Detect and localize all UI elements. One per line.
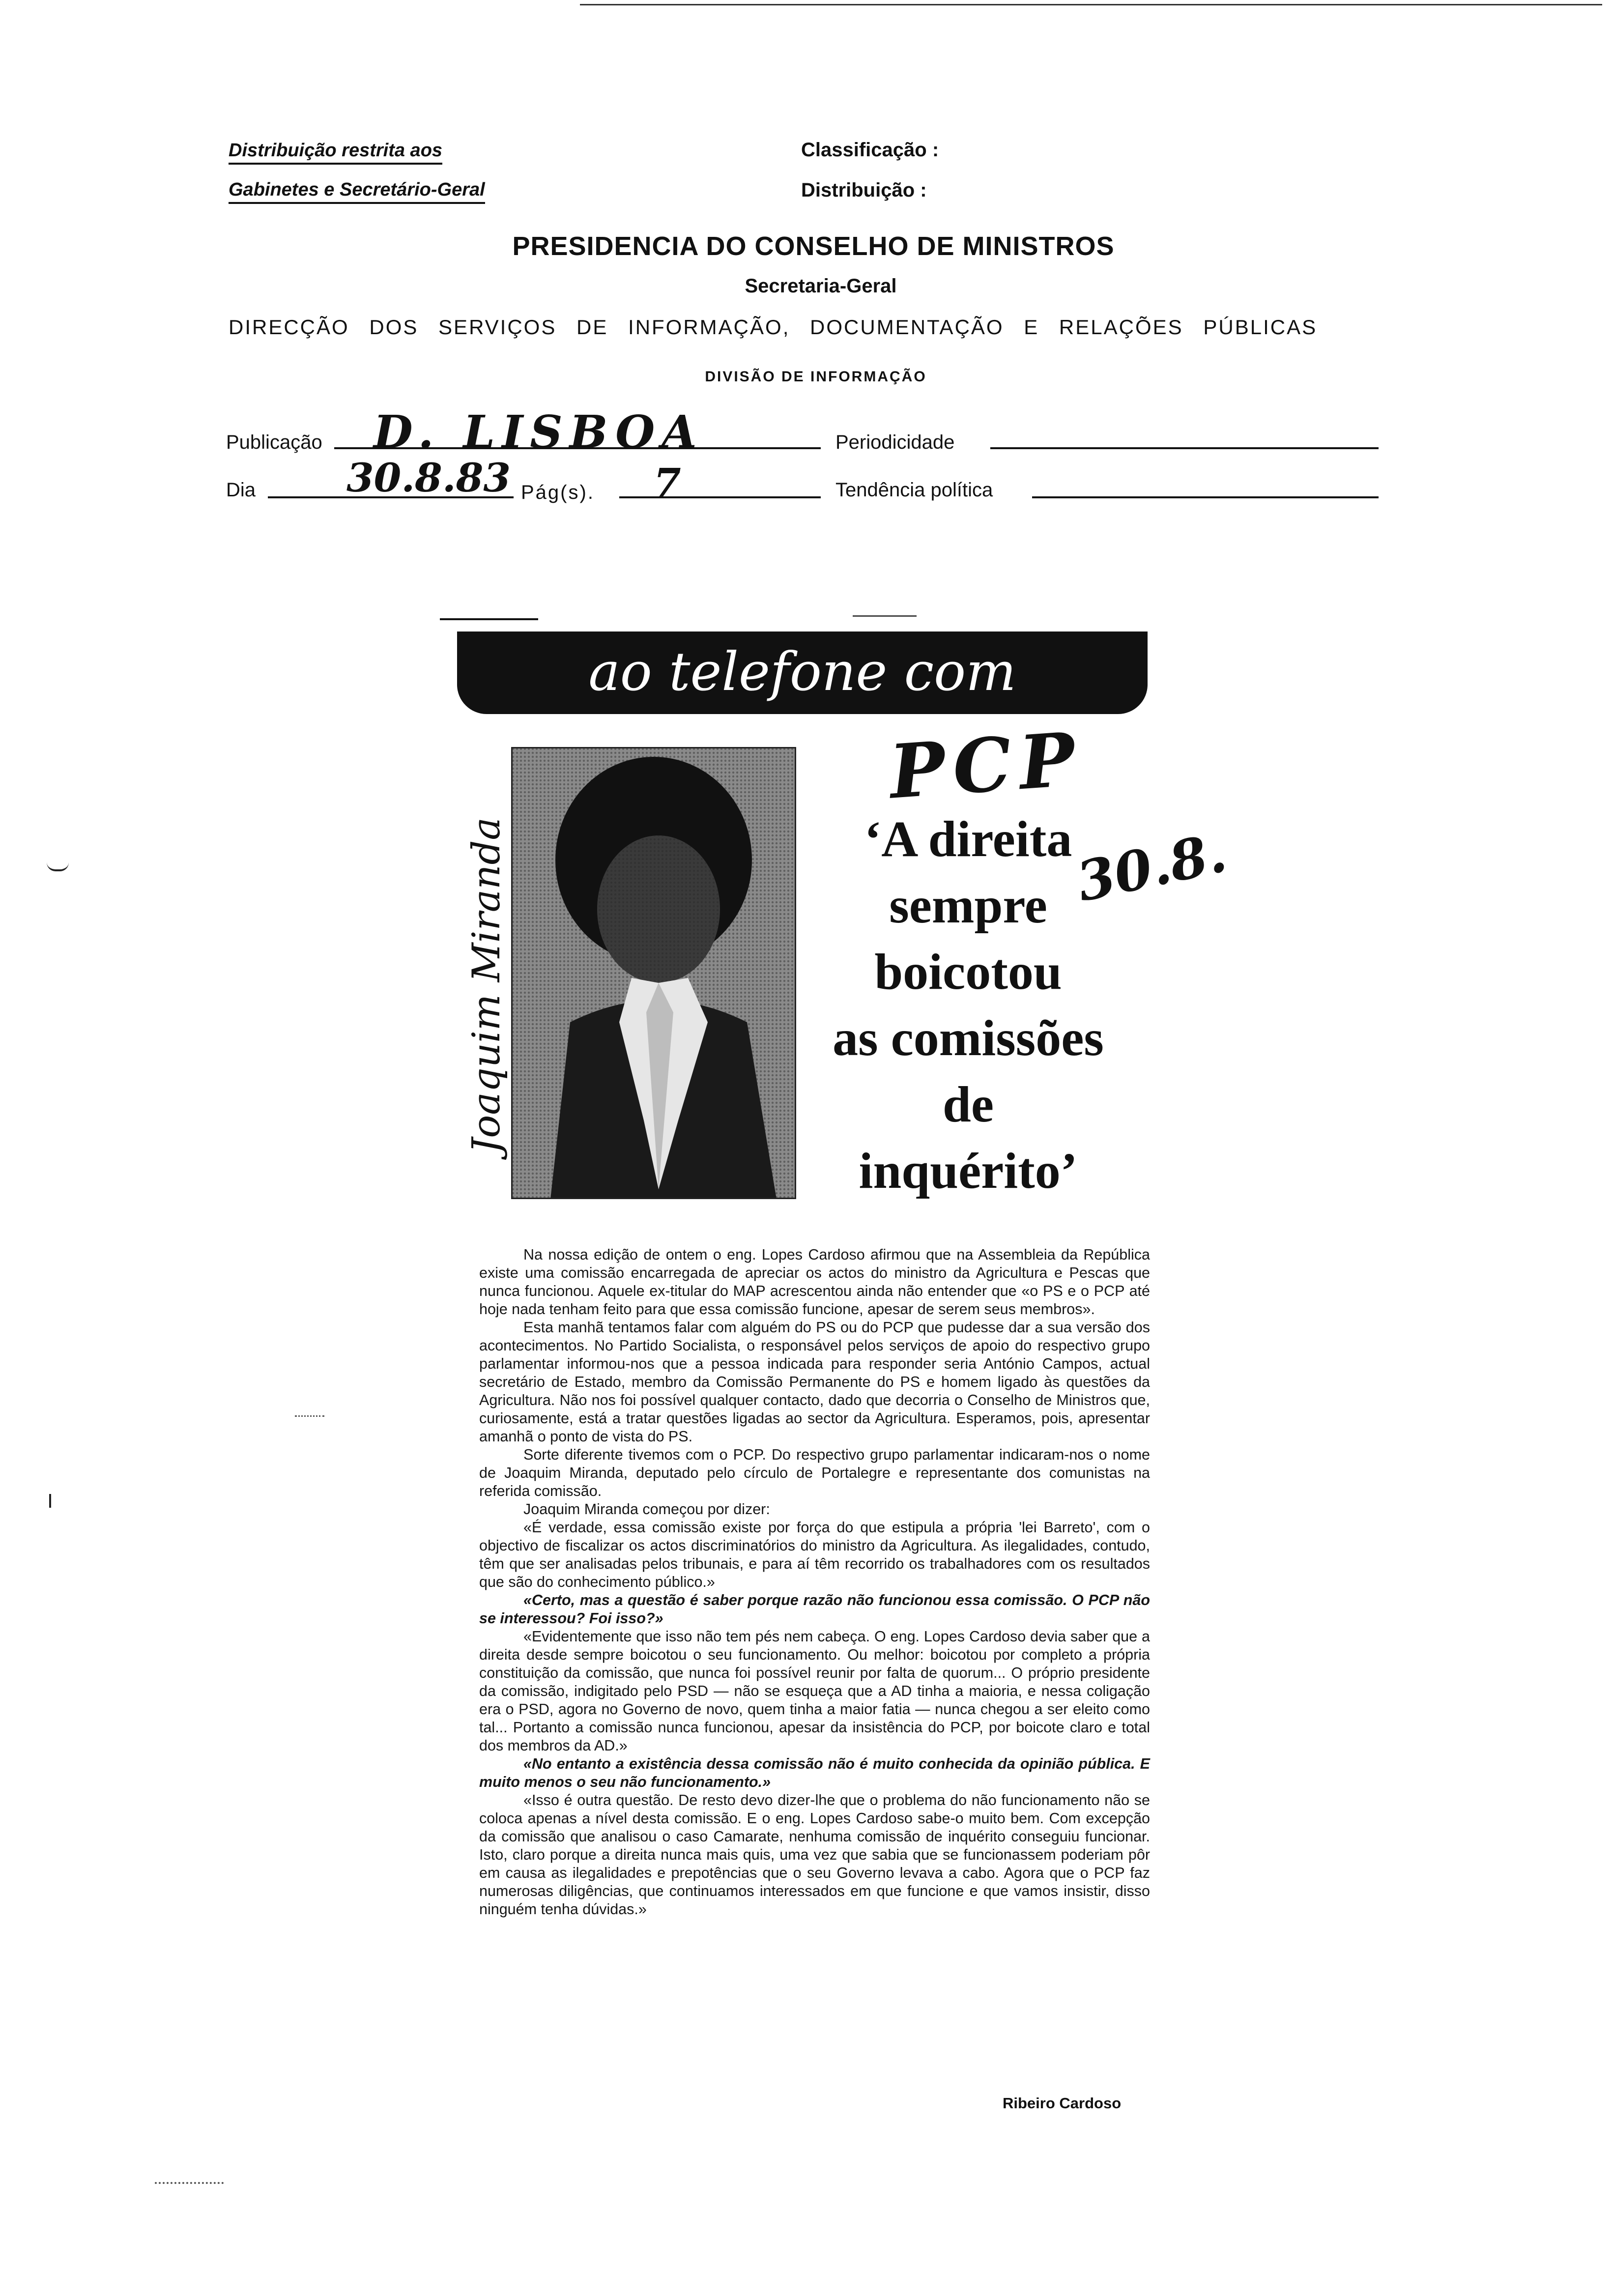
periodicidade-label: Periodicidade bbox=[835, 431, 955, 453]
headline-line-1: ‘A direita bbox=[864, 811, 1072, 867]
paragraph-6-question: «Certo, mas a questão é saber porque razão não funcionou essa comissão. O PCP não se interessou? Foi isso?» bbox=[479, 1592, 1150, 1627]
top-scan-line bbox=[580, 4, 1602, 5]
paragraph-2: Esta manhã tentamos falar com alguém do PS ou do PCP que pudesse dar a sua versão dos acontecimentos. No Partido Socialista, o responsável pelos serviços de apoio do respectivo grupo parlamentar informou-nos que a pessoa indicada para responder seria António Campos, actual secretário de Estado, membro da Comissão Permanente do PS e homem ligado às questões da Agricultura. Não nos foi possível qualquer contacto, dado que decorria o Conselho de Ministros que, curiosamente, está a tratar questões ligadas ao sector da Agricultura. Esperamos, pois, apresentar amanhã o ponto de vista do PS. bbox=[479, 1319, 1150, 1445]
direction-line: DIRECÇÃO DOS SERVIÇOS DE INFORMAÇÃO, DOCUMENTAÇÃO E RELAÇÕES PÚBLICAS bbox=[229, 316, 1318, 339]
photo-caption-text: Joaquim Miranda bbox=[464, 817, 509, 1153]
clipping-rule-right bbox=[853, 615, 917, 617]
handwritten-date: 30.8. bbox=[1071, 820, 1232, 914]
tendencia-label: Tendência política bbox=[835, 479, 993, 501]
clipping-rule-left bbox=[440, 618, 538, 620]
paragraph-3: Sorte diferente tivemos com o PCP. Do respectivo grupo parlamentar indicaram-nos o nome de Joaquim Miranda, deputado pelo círculo de Portalegre e representante dos comunistas na referida comissão. bbox=[479, 1446, 1150, 1499]
pags-value: 7 bbox=[654, 459, 681, 506]
restricted-distribution-line2 bbox=[229, 179, 485, 204]
handwritten-note-pcp: PCP bbox=[887, 716, 1086, 816]
scan-mark-1 bbox=[47, 862, 69, 871]
publicacao-label: Publicação bbox=[226, 431, 322, 453]
scan-mark-2 bbox=[49, 1494, 61, 1508]
dia-value: 30.8.83 bbox=[346, 455, 511, 501]
article-banner: ao telefone com bbox=[457, 631, 1148, 714]
paragraph-4: Joaquim Miranda começou por dizer: bbox=[523, 1501, 770, 1518]
dia-label: Dia bbox=[226, 479, 256, 501]
headline-line-4: as comissões bbox=[833, 1010, 1104, 1066]
headline-line-2: sempre bbox=[889, 877, 1047, 934]
periodicidade-underline bbox=[990, 447, 1379, 449]
paragraph-7: «Evidentemente que isso não tem pés nem cabeça. O eng. Lopes Cardoso devia saber que a direita desde sempre boicotou o seu funcionamento. Ou melhor: boicotou por completo a própria constituição da comissão, que nunca foi possível reunir por falta de quorum... O próprio presidente da comissão, indigitado pelo PSD — não se esqueça que a AD tinha a maioria, e nessa coligação era o PSD, agora no Governo de novo, quem tinha a maior fatia — nunca chegou a ser eleito como tal... Portanto a comissão nunca funcionou, apesar da insistência do PCP, por boicote claro e total dos membros da AD.» bbox=[479, 1628, 1150, 1754]
pags-label: Pág(s). bbox=[521, 482, 595, 503]
headline-line-5: de bbox=[943, 1076, 994, 1133]
distribuicao-label: Distribuição : bbox=[801, 179, 927, 201]
org-title: PRESIDENCIA DO CONSELHO DE MINISTROS bbox=[512, 231, 1115, 261]
restricted-distribution-text2: Gabinetes e Secretário-Geral bbox=[229, 179, 485, 204]
paragraph-8-question: «No entanto a existência dessa comissão não é muito conhecida da opinião pública. E muito menos o seu não funcionamento.» bbox=[479, 1755, 1150, 1790]
pags-underline bbox=[619, 496, 821, 498]
paragraph-9: «Isso é outra questão. De resto devo dizer-lhe que o problema do não funcionamento não se coloca apenas a nível desta comissão. E o eng. Lopes Cardoso sabe-o muito bem. Com excepção da comissão que analisou o caso Camarate, nenhuma comissão de inquérito conseguiu funcionar. Isto, claro porque a direita nunca mais quis, uma vez que sabia que se funcionassem poderiam pôr em causa as ilegalidades e prepotências que o seu Governo levava a cabo. Agora que o PCP faz numerosas diligências, que continuamos interessados em que funcione e que vamos insistir, disso ninguém tenha dúvidas.» bbox=[479, 1792, 1150, 1918]
headline-line-3: boicotou bbox=[874, 944, 1062, 1000]
photo-caption bbox=[464, 757, 509, 1214]
article-author: Ribeiro Cardoso bbox=[1003, 2095, 1122, 2112]
paragraph-1: Na nossa edição de ontem o eng. Lopes Cardoso afirmou que na Assembleia da República existe uma comissão encarregada de apreciar os actos do ministro da Agricultura e Pescas que nunca funcionou. Aquele ex-titular do MAP acrescentou ainda não entender que «o PS e o PCP até hoje nada tenham feito para que essa comissão funcione, apesar de serem seus membros». bbox=[479, 1246, 1150, 1318]
restricted-distribution-text1: Distribuição restrita aos bbox=[229, 140, 442, 165]
article-body bbox=[479, 1246, 1150, 1919]
division-line: DIVISÃO DE INFORMAÇÃO bbox=[705, 369, 927, 385]
tendencia-underline bbox=[1032, 496, 1379, 498]
restricted-distribution-line1 bbox=[229, 140, 442, 165]
publicacao-value: D. LISBOA bbox=[374, 405, 704, 459]
org-subtitle: Secretaria-Geral bbox=[745, 275, 897, 297]
article-headline bbox=[816, 806, 1121, 1204]
headline-line-6: inquérito’ bbox=[859, 1143, 1078, 1199]
scan-mark-3 bbox=[295, 1415, 324, 1420]
portrait-photo bbox=[511, 747, 796, 1199]
classificacao-label: Classificação : bbox=[801, 139, 939, 161]
paragraph-5: «É verdade, essa comissão existe por força do que estipula a própria 'lei Barreto', com o objectivo de fiscalizar os actos discriminatórios do ministro da Agricultura. As ilegalidades, contudo, têm que ser analisadas pelos tribunais, e para aí têm recorrido os trabalhadores com os resultados que são do conhecimento público.» bbox=[479, 1519, 1150, 1590]
scan-mark-4 bbox=[155, 2182, 224, 2187]
